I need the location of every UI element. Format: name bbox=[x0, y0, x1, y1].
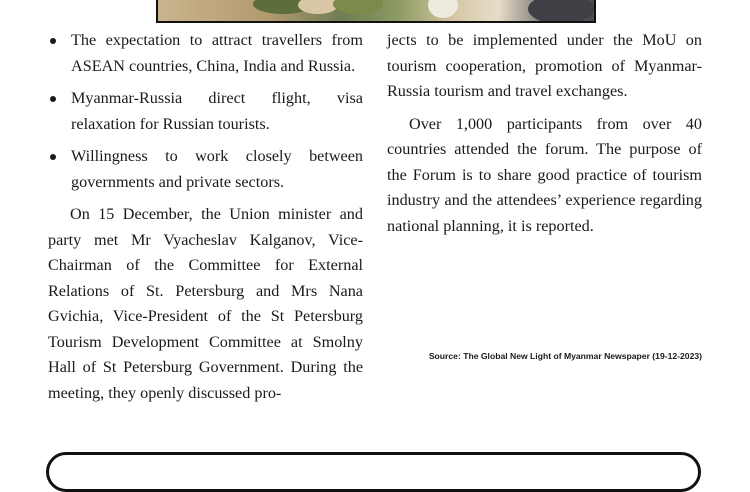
list-item: The expectation to attract travellers from ASEAN countries, China, India and Russia. bbox=[48, 28, 363, 79]
bullet-icon bbox=[50, 154, 56, 160]
bullet-list bbox=[48, 28, 363, 195]
left-column bbox=[48, 28, 363, 406]
source-citation: Source: The Global New Light of Myanmar Newspaper (19-12-2023) bbox=[428, 351, 702, 361]
meeting-paragraph: On 15 December, the Union minister and party met Mr Vyacheslav Kalganov, Vice-Chairman of the Committee for External Relations of St. Petersburg and Mrs Nana Gvichia, Vice-President of the St Petersburg Tourism Development Committee at Smolny Hall of St Petersburg Government. During the meeting, they openly discussed pro- bbox=[48, 205, 363, 402]
continued-paragraph: jects to be implemented under the MoU on tourism cooperation, promotion of Myanmar-Russia tourism and travel exchanges. bbox=[387, 31, 702, 100]
list-item: Myanmar-Russia direct flight, visa relaxation for Russian tourists. bbox=[48, 86, 363, 137]
right-column bbox=[387, 28, 702, 239]
forum-paragraph: Over 1,000 participants from over 40 countries attended the forum. The purpose of the Forum is to share good practice of tourism industry and the attendees’ experience regarding national planning, it is reported. bbox=[387, 114, 702, 235]
bullet-icon bbox=[50, 38, 56, 44]
bottom-frame bbox=[46, 452, 701, 492]
list-item: Willingness to work closely between governments and private sectors. bbox=[48, 144, 363, 195]
bullet-icon bbox=[50, 96, 56, 102]
article-photo bbox=[156, 0, 596, 23]
